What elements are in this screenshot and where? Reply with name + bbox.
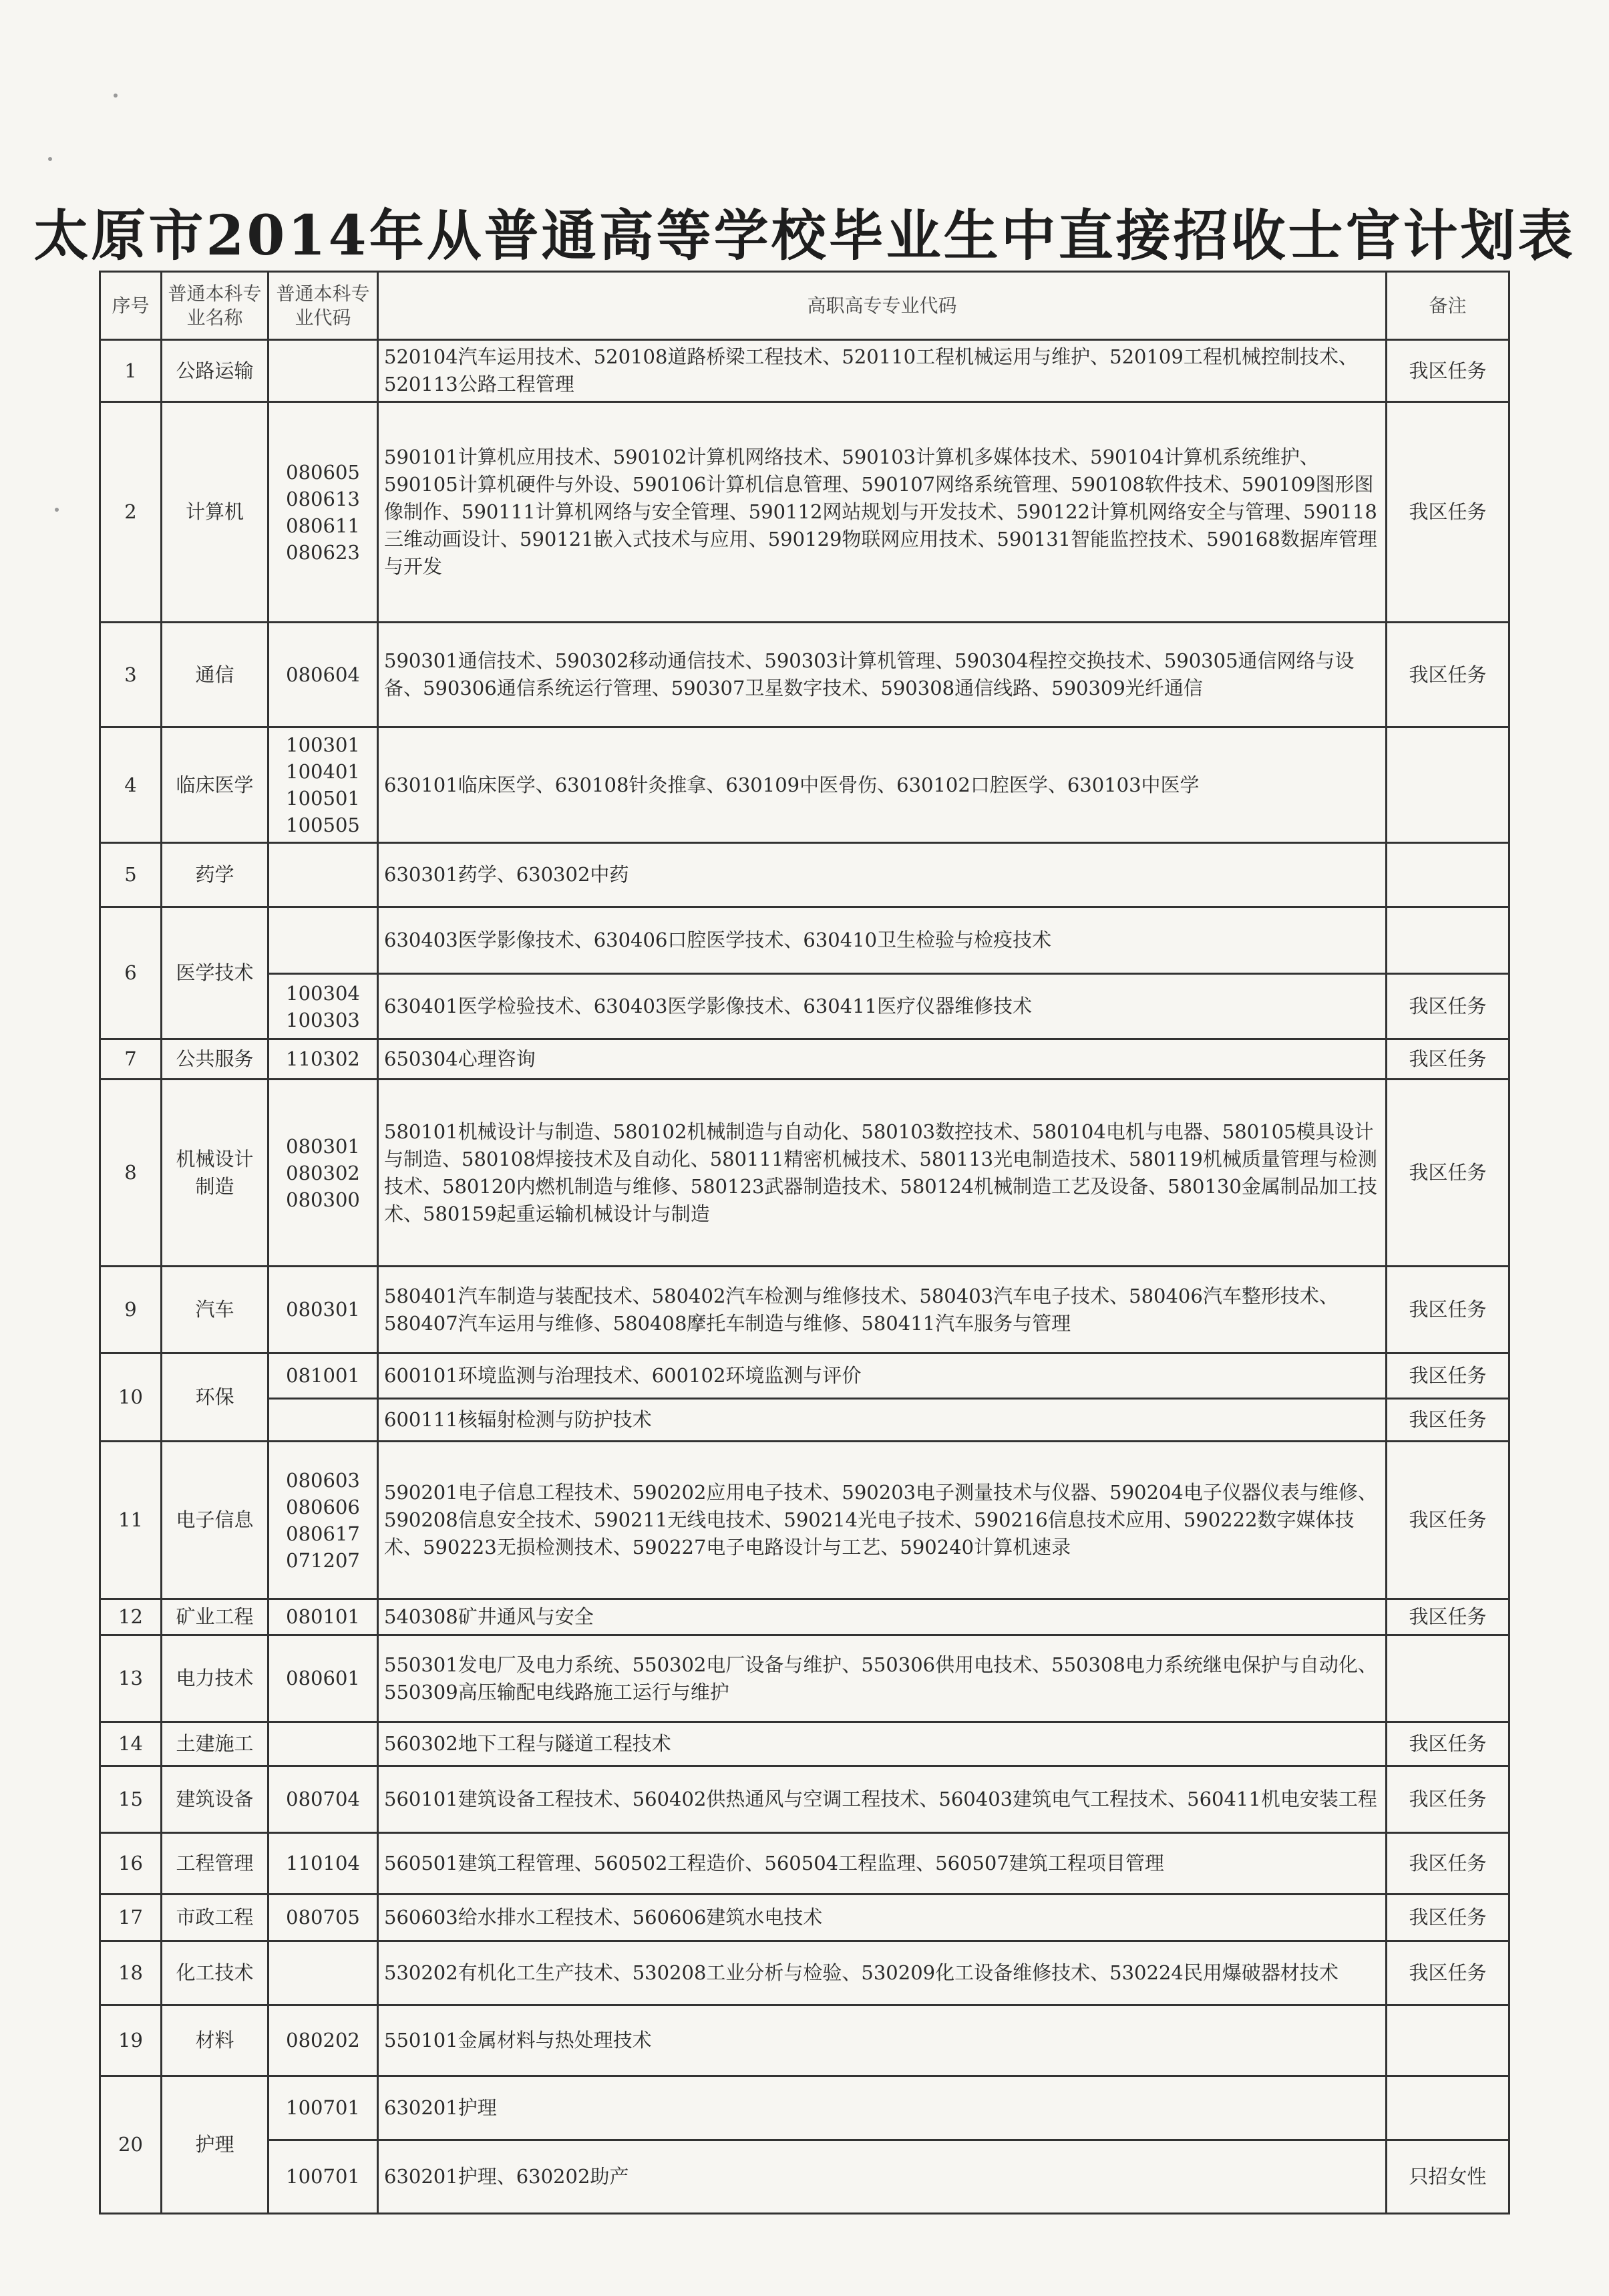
row-major-name: 市政工程 [162,1895,269,1941]
row-vocational-majors: 630101临床医学、630108针灸推拿、630109中医骨伤、630102口腔医学、630103中医学 [378,727,1387,843]
row-major-code [269,1722,378,1766]
table-row [100,1353,1509,1399]
row-note [1387,907,1509,974]
major-code-line: 100501 [286,787,360,810]
table-row [100,1442,1509,1599]
table-row [100,1895,1509,1941]
row-note: 我区任务 [1387,623,1509,727]
row-major-code: 080704 [269,1766,378,1833]
row-major-code: 080604 [269,623,378,727]
row-major-code: 080301 [269,1267,378,1353]
table-row [100,402,1509,623]
row-major-name: 机械设计制造 [162,1080,269,1267]
row-major-name: 电子信息 [162,1442,269,1599]
table-row [100,623,1509,727]
row-major-code [269,1442,378,1599]
table-row [100,1039,1509,1080]
major-code-line: 080301 [286,1134,360,1158]
major-code-line: 080300 [286,1188,360,1211]
row-note: 我区任务 [1387,1895,1509,1941]
row-major-code: 080202 [269,2005,378,2076]
row-major-name: 医学技术 [162,907,269,1039]
row-note: 我区任务 [1387,1080,1509,1267]
major-code-line: 080617 [286,1522,360,1545]
row-note [1387,1635,1509,1722]
row-note: 我区任务 [1387,974,1509,1039]
row-major-code [269,974,378,1039]
row-major-name: 计算机 [162,402,269,623]
row-num: 1 [100,340,162,402]
row-num: 13 [100,1635,162,1722]
row-num: 7 [100,1039,162,1080]
row-major-name: 矿业工程 [162,1599,269,1635]
row-vocational-majors: 580401汽车制造与装配技术、580402汽车检测与维修技术、580403汽车电子技术、580406汽车整形技术、580407汽车运用与维修、580408摩托车制造与维修、580411汽车服务与管理 [378,1267,1387,1353]
table-row [100,2005,1509,2076]
scan-speck [55,508,59,512]
table-row [100,340,1509,402]
recruitment-plan-table [99,271,1510,2215]
row-note: 我区任务 [1387,340,1509,402]
major-code-line: 071207 [286,1548,360,1572]
row-note [1387,2076,1509,2140]
row-vocational-majors: 650304心理咨询 [378,1039,1387,1080]
row-vocational-majors: 550301发电厂及电力系统、550302电厂设备与维护、550306供用电技术、550308电力系统继电保护与自动化、550309高压输配电线路施工运行与维护 [378,1635,1387,1722]
row-num: 9 [100,1267,162,1353]
row-num: 14 [100,1722,162,1766]
header-major-name: 普通本科专业名称 [162,272,269,340]
row-major-name: 工程管理 [162,1833,269,1895]
row-note [1387,727,1509,843]
row-num: 20 [100,2076,162,2214]
header-num: 序号 [100,272,162,340]
row-vocational-majors: 530202有机化工生产技术、530208工业分析与检验、530209化工设备维修技术、530224民用爆破器材技术 [378,1941,1387,2005]
row-major-name: 通信 [162,623,269,727]
scan-speck [114,94,118,98]
row-major-name: 临床医学 [162,727,269,843]
row-major-name: 化工技术 [162,1941,269,2005]
row-num: 18 [100,1941,162,2005]
row-note: 我区任务 [1387,1442,1509,1599]
row-num: 10 [100,1353,162,1442]
row-major-code [269,402,378,623]
row-vocational-majors: 560101建筑设备工程技术、560402供热通风与空调工程技术、560403建筑电气工程技术、560411机电安装工程 [378,1766,1387,1833]
row-major-code: 081001 [269,1353,378,1399]
row-major-name: 公路运输 [162,340,269,402]
table-row [100,1080,1509,1267]
row-major-code: 080101 [269,1599,378,1635]
major-code-line: 080606 [286,1495,360,1518]
header-major-code: 普通本科专业代码 [269,272,378,340]
row-num: 6 [100,907,162,1039]
table-row [100,843,1509,907]
major-code-line: 080613 [286,487,360,510]
row-num: 16 [100,1833,162,1895]
row-vocational-majors: 540308矿井通风与安全 [378,1599,1387,1635]
row-vocational-majors: 590101计算机应用技术、590102计算机网络技术、590103计算机多媒体技术、590104计算机系统维护、590105计算机硬件与外设、590106计算机信息管理、590107网络系统管理、590108软件技术、590109图形图像制作、590111计算机网络与安全管理、590112网站规划与开发技术、590122计算机网络安全与管理、590118三维动画设计、590121嵌入式技术与应用、590129物联网应用技术、590131智能监控技术、590168数据库管理与开发 [378,402,1387,623]
row-num: 4 [100,727,162,843]
row-note [1387,843,1509,907]
table-row [100,727,1509,843]
row-major-name: 汽车 [162,1267,269,1353]
header-note: 备注 [1387,272,1509,340]
row-note: 我区任务 [1387,1399,1509,1442]
row-num: 3 [100,623,162,727]
header-vocational-codes: 高职高专专业代码 [378,272,1387,340]
major-code-line: 100505 [286,814,360,836]
table-row [100,1635,1509,1722]
row-note: 我区任务 [1387,1599,1509,1635]
row-vocational-majors: 560501建筑工程管理、560502工程造价、560504工程监理、560507建筑工程项目管理 [378,1833,1387,1895]
row-num: 15 [100,1766,162,1833]
row-note: 我区任务 [1387,1267,1509,1353]
row-major-name: 电力技术 [162,1635,269,1722]
table-row [100,2140,1509,2214]
row-num: 5 [100,843,162,907]
row-vocational-majors: 560603给水排水工程技术、560606建筑水电技术 [378,1895,1387,1941]
row-major-code: 080601 [269,1635,378,1722]
row-major-code [269,340,378,402]
row-vocational-majors: 600101环境监测与治理技术、600102环境监测与评价 [378,1353,1387,1399]
row-vocational-majors: 590301通信技术、590302移动通信技术、590303计算机管理、590304程控交换技术、590305通信网络与设备、590306通信系统运行管理、590307卫星数字技术、590308通信线路、590309光纤通信 [378,623,1387,727]
table-header-row [100,272,1509,340]
row-major-code: 100701 [269,2140,378,2214]
row-note [1387,2005,1509,2076]
major-code-line: 100301 [286,733,360,756]
table-row [100,2076,1509,2140]
row-major-code [269,1941,378,2005]
table-row [100,1722,1509,1766]
major-code-line: 080623 [286,540,360,564]
row-note: 我区任务 [1387,1833,1509,1895]
row-major-code [269,727,378,843]
row-note: 我区任务 [1387,1722,1509,1766]
table-row [100,1599,1509,1635]
row-major-name: 土建施工 [162,1722,269,1766]
row-num: 11 [100,1442,162,1599]
row-major-code: 110302 [269,1039,378,1080]
row-vocational-majors: 630401医学检验技术、630403医学影像技术、630411医疗仪器维修技术 [378,974,1387,1039]
major-code-line: 080302 [286,1161,360,1184]
row-major-name: 护理 [162,2076,269,2214]
row-note: 只招女性 [1387,2140,1509,2214]
row-major-code [269,1080,378,1267]
row-vocational-majors: 630403医学影像技术、630406口腔医学技术、630410卫生检验与检疫技术 [378,907,1387,974]
row-note: 我区任务 [1387,1039,1509,1080]
major-code-line: 100303 [286,1008,360,1031]
row-num: 12 [100,1599,162,1635]
row-major-code: 110104 [269,1833,378,1895]
table-row [100,1766,1509,1833]
row-major-code: 080705 [269,1895,378,1941]
row-vocational-majors: 580101机械设计与制造、580102机械制造与自动化、580103数控技术、580104电机与电器、580105模具设计与制造、580108焊接技术及自动化、580111精密机械技术、580113光电制造技术、580119机械质量管理与检测技术、580120内燃机制造与维修、580123武器制造技术、580124机械制造工艺及设备、580130金属制品加工技术、580159起重运输机械设计与制造 [378,1080,1387,1267]
major-code-line: 080603 [286,1468,360,1492]
row-num: 2 [100,402,162,623]
row-vocational-majors: 600111核辐射检测与防护技术 [378,1399,1387,1442]
page-title: 太原市2014年从普通高等学校毕业生中直接招收士官计划表 [33,204,1576,268]
row-major-code [269,907,378,974]
row-num: 8 [100,1080,162,1267]
row-major-code [269,843,378,907]
row-note: 我区任务 [1387,1353,1509,1399]
row-num: 19 [100,2005,162,2076]
row-major-name: 药学 [162,843,269,907]
table-row [100,1267,1509,1353]
row-vocational-majors: 550101金属材料与热处理技术 [378,2005,1387,2076]
row-vocational-majors: 560302地下工程与隧道工程技术 [378,1722,1387,1766]
row-num: 17 [100,1895,162,1941]
row-vocational-majors: 630301药学、630302中药 [378,843,1387,907]
row-major-name: 公共服务 [162,1039,269,1080]
row-major-code [269,1399,378,1442]
major-code-line: 100401 [286,760,360,783]
scan-speck [48,157,52,161]
table-row [100,1399,1509,1442]
table-row [100,1833,1509,1895]
row-major-code: 100701 [269,2076,378,2140]
row-major-name: 环保 [162,1353,269,1442]
major-code-line: 080605 [286,460,360,484]
major-code-line: 100304 [286,981,360,1005]
row-note: 我区任务 [1387,402,1509,623]
row-note: 我区任务 [1387,1766,1509,1833]
row-major-name: 建筑设备 [162,1766,269,1833]
row-vocational-majors: 630201护理 [378,2076,1387,2140]
row-note: 我区任务 [1387,1941,1509,2005]
row-major-name: 材料 [162,2005,269,2076]
row-vocational-majors: 590201电子信息工程技术、590202应用电子技术、590203电子测量技术与仪器、590204电子仪器仪表与维修、590208信息安全技术、590211无线电技术、590214光电子技术、590216信息技术应用、590222数字媒体技术、590223无损检测技术、590227电子电路设计与工艺、590240计算机速录 [378,1442,1387,1599]
table-row [100,1941,1509,2005]
major-code-line: 080611 [286,514,360,537]
table-row [100,907,1509,974]
row-vocational-majors: 630201护理、630202助产 [378,2140,1387,2214]
row-vocational-majors: 520104汽车运用技术、520108道路桥梁工程技术、520110工程机械运用与维护、520109工程机械控制技术、520113公路工程管理 [378,340,1387,402]
table-row [100,974,1509,1039]
